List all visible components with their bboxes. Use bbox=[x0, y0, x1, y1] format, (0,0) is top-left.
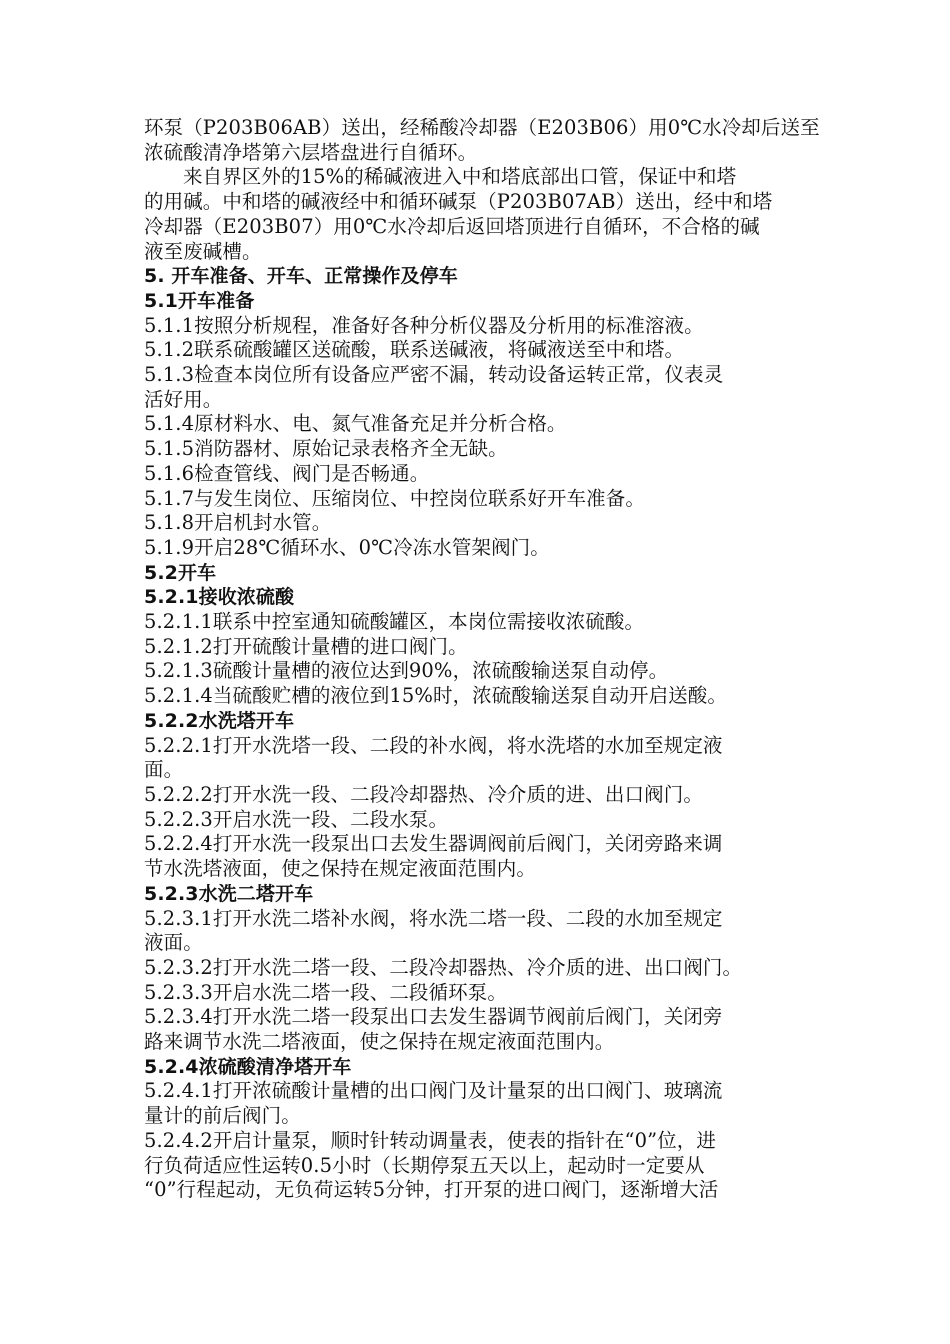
section-heading: 5.2开车 bbox=[144, 561, 217, 584]
text-line: 5.1.5消防器材、原始记录表格齐全无缺。 bbox=[144, 437, 508, 461]
text-line: 5.2.2.3开启水洗一段、二段水泵。 bbox=[144, 807, 449, 831]
document-page bbox=[144, 116, 820, 1203]
section-heading: 5. 开车准备、开车、正常操作及停车 bbox=[144, 265, 458, 288]
text-line: 5.2.2.2打开水洗一段、二段冷却器热、冷介质的进、出口阀门。 bbox=[144, 782, 703, 806]
text-line: 冷却器（E203B07）用0℃水冷却后返回塔顶进行自循环，不合格的碱 bbox=[144, 214, 760, 238]
text-line: 来自界区外的15%的稀碱液进入中和塔底部出口管，保证中和塔 bbox=[183, 165, 737, 189]
text-line: 5.2.3.2打开水洗二塔一段、二段冷却器热、冷介质的进、出口阀门。 bbox=[144, 955, 743, 979]
text-line: 5.2.3.3开启水洗二塔一段、二段循环泵。 bbox=[144, 980, 507, 1004]
section-heading: 5.2.1接收浓硫酸 bbox=[144, 586, 295, 609]
text-line: 液至废碱槽。 bbox=[144, 239, 262, 263]
text-line: 5.2.1.2打开硫酸计量槽的进口阀门。 bbox=[144, 634, 468, 658]
text-line: 5.1.9开启28℃循环水、0℃冷冻水管架阀门。 bbox=[144, 535, 550, 559]
text-line: 5.2.2.4打开水洗一段泵出口去发生器调阀前后阀门，关闭旁路来调 bbox=[144, 832, 723, 856]
text-line: 的用碱。中和塔的碱液经中和循环碱泵（P203B07AB）送出，经中和塔 bbox=[144, 190, 773, 214]
text-line: 5.1.1按照分析规程，准备好各种分析仪器及分析用的标准溶液。 bbox=[144, 313, 704, 337]
text-line: 5.2.3.1打开水洗二塔补水阀，将水洗二塔一段、二段的水加至规定 bbox=[144, 906, 723, 930]
text-line: 环泵（P203B06AB）送出，经稀酸冷却器（E203B06）用0℃水冷却后送至 bbox=[144, 116, 820, 139]
text-line: 5.1.4原材料水、电、氮气准备充足并分析合格。 bbox=[144, 412, 567, 436]
text-line: “0”行程起动，无负荷运转5分钟，打开泵的进口阀门，逐渐增大活 bbox=[144, 1178, 719, 1202]
text-line: 5.1.6检查管线、阀门是否畅通。 bbox=[144, 461, 430, 485]
text-line: 5.2.1.4当硫酸贮槽的液位到15%时，浓硫酸输送泵自动开启送酸。 bbox=[144, 684, 727, 708]
text-line: 5.2.4.1打开浓硫酸计量槽的出口阀门及计量泵的出口阀门、玻璃流 bbox=[144, 1079, 723, 1103]
text-line: 5.2.1.3硫酸计量槽的液位达到90%，浓硫酸输送泵自动停。 bbox=[144, 659, 669, 683]
section-heading: 5.2.3水洗二塔开车 bbox=[144, 882, 314, 905]
text-line: 5.1.7与发生岗位、压缩岗位、中控岗位联系好开车准备。 bbox=[144, 486, 645, 510]
text-line: 节水洗塔液面，使之保持在规定液面范围内。 bbox=[144, 857, 537, 881]
text-line: 5.1.2联系硫酸罐区送硫酸，联系送碱液，将碱液送至中和塔。 bbox=[144, 338, 685, 362]
text-line: 5.2.3.4打开水洗二塔一段泵出口去发生器调节阀前后阀门，关闭旁 bbox=[144, 1005, 723, 1029]
text-line: 液面。 bbox=[144, 931, 203, 955]
text-line: 5.2.2.1打开水洗塔一段、二段的补水阀，将水洗塔的水加至规定液 bbox=[144, 733, 723, 757]
text-line: 5.2.1.1联系中控室通知硫酸罐区，本岗位需接收浓硫酸。 bbox=[144, 610, 645, 634]
text-line: 浓硫酸清净塔第六层塔盘进行自循环。 bbox=[144, 140, 478, 164]
text-line: 量计的前后阀门。 bbox=[144, 1104, 301, 1128]
text-line: 5.2.4.2开启计量泵，顺时针转动调量表，使表的指针在“0”位，进 bbox=[144, 1128, 716, 1152]
section-heading: 5.2.4浓硫酸清净塔开车 bbox=[144, 1055, 352, 1078]
text-line: 5.1.8开启机封水管。 bbox=[144, 511, 332, 535]
text-line: 活好用。 bbox=[144, 387, 223, 411]
text-line: 路来调节水洗二塔液面，使之保持在规定液面范围内。 bbox=[144, 1030, 615, 1054]
text-line: 5.1.3检查本岗位所有设备应严密不漏，转动设备运转正常，仪表灵 bbox=[144, 363, 724, 387]
text-line: 行负荷适应性运转0.5小时（长期停泵五天以上，起动时一定要从 bbox=[144, 1153, 705, 1177]
section-heading: 5.2.2水洗塔开车 bbox=[144, 709, 295, 732]
section-heading: 5.1开车准备 bbox=[144, 289, 255, 312]
text-line: 面。 bbox=[144, 758, 184, 782]
